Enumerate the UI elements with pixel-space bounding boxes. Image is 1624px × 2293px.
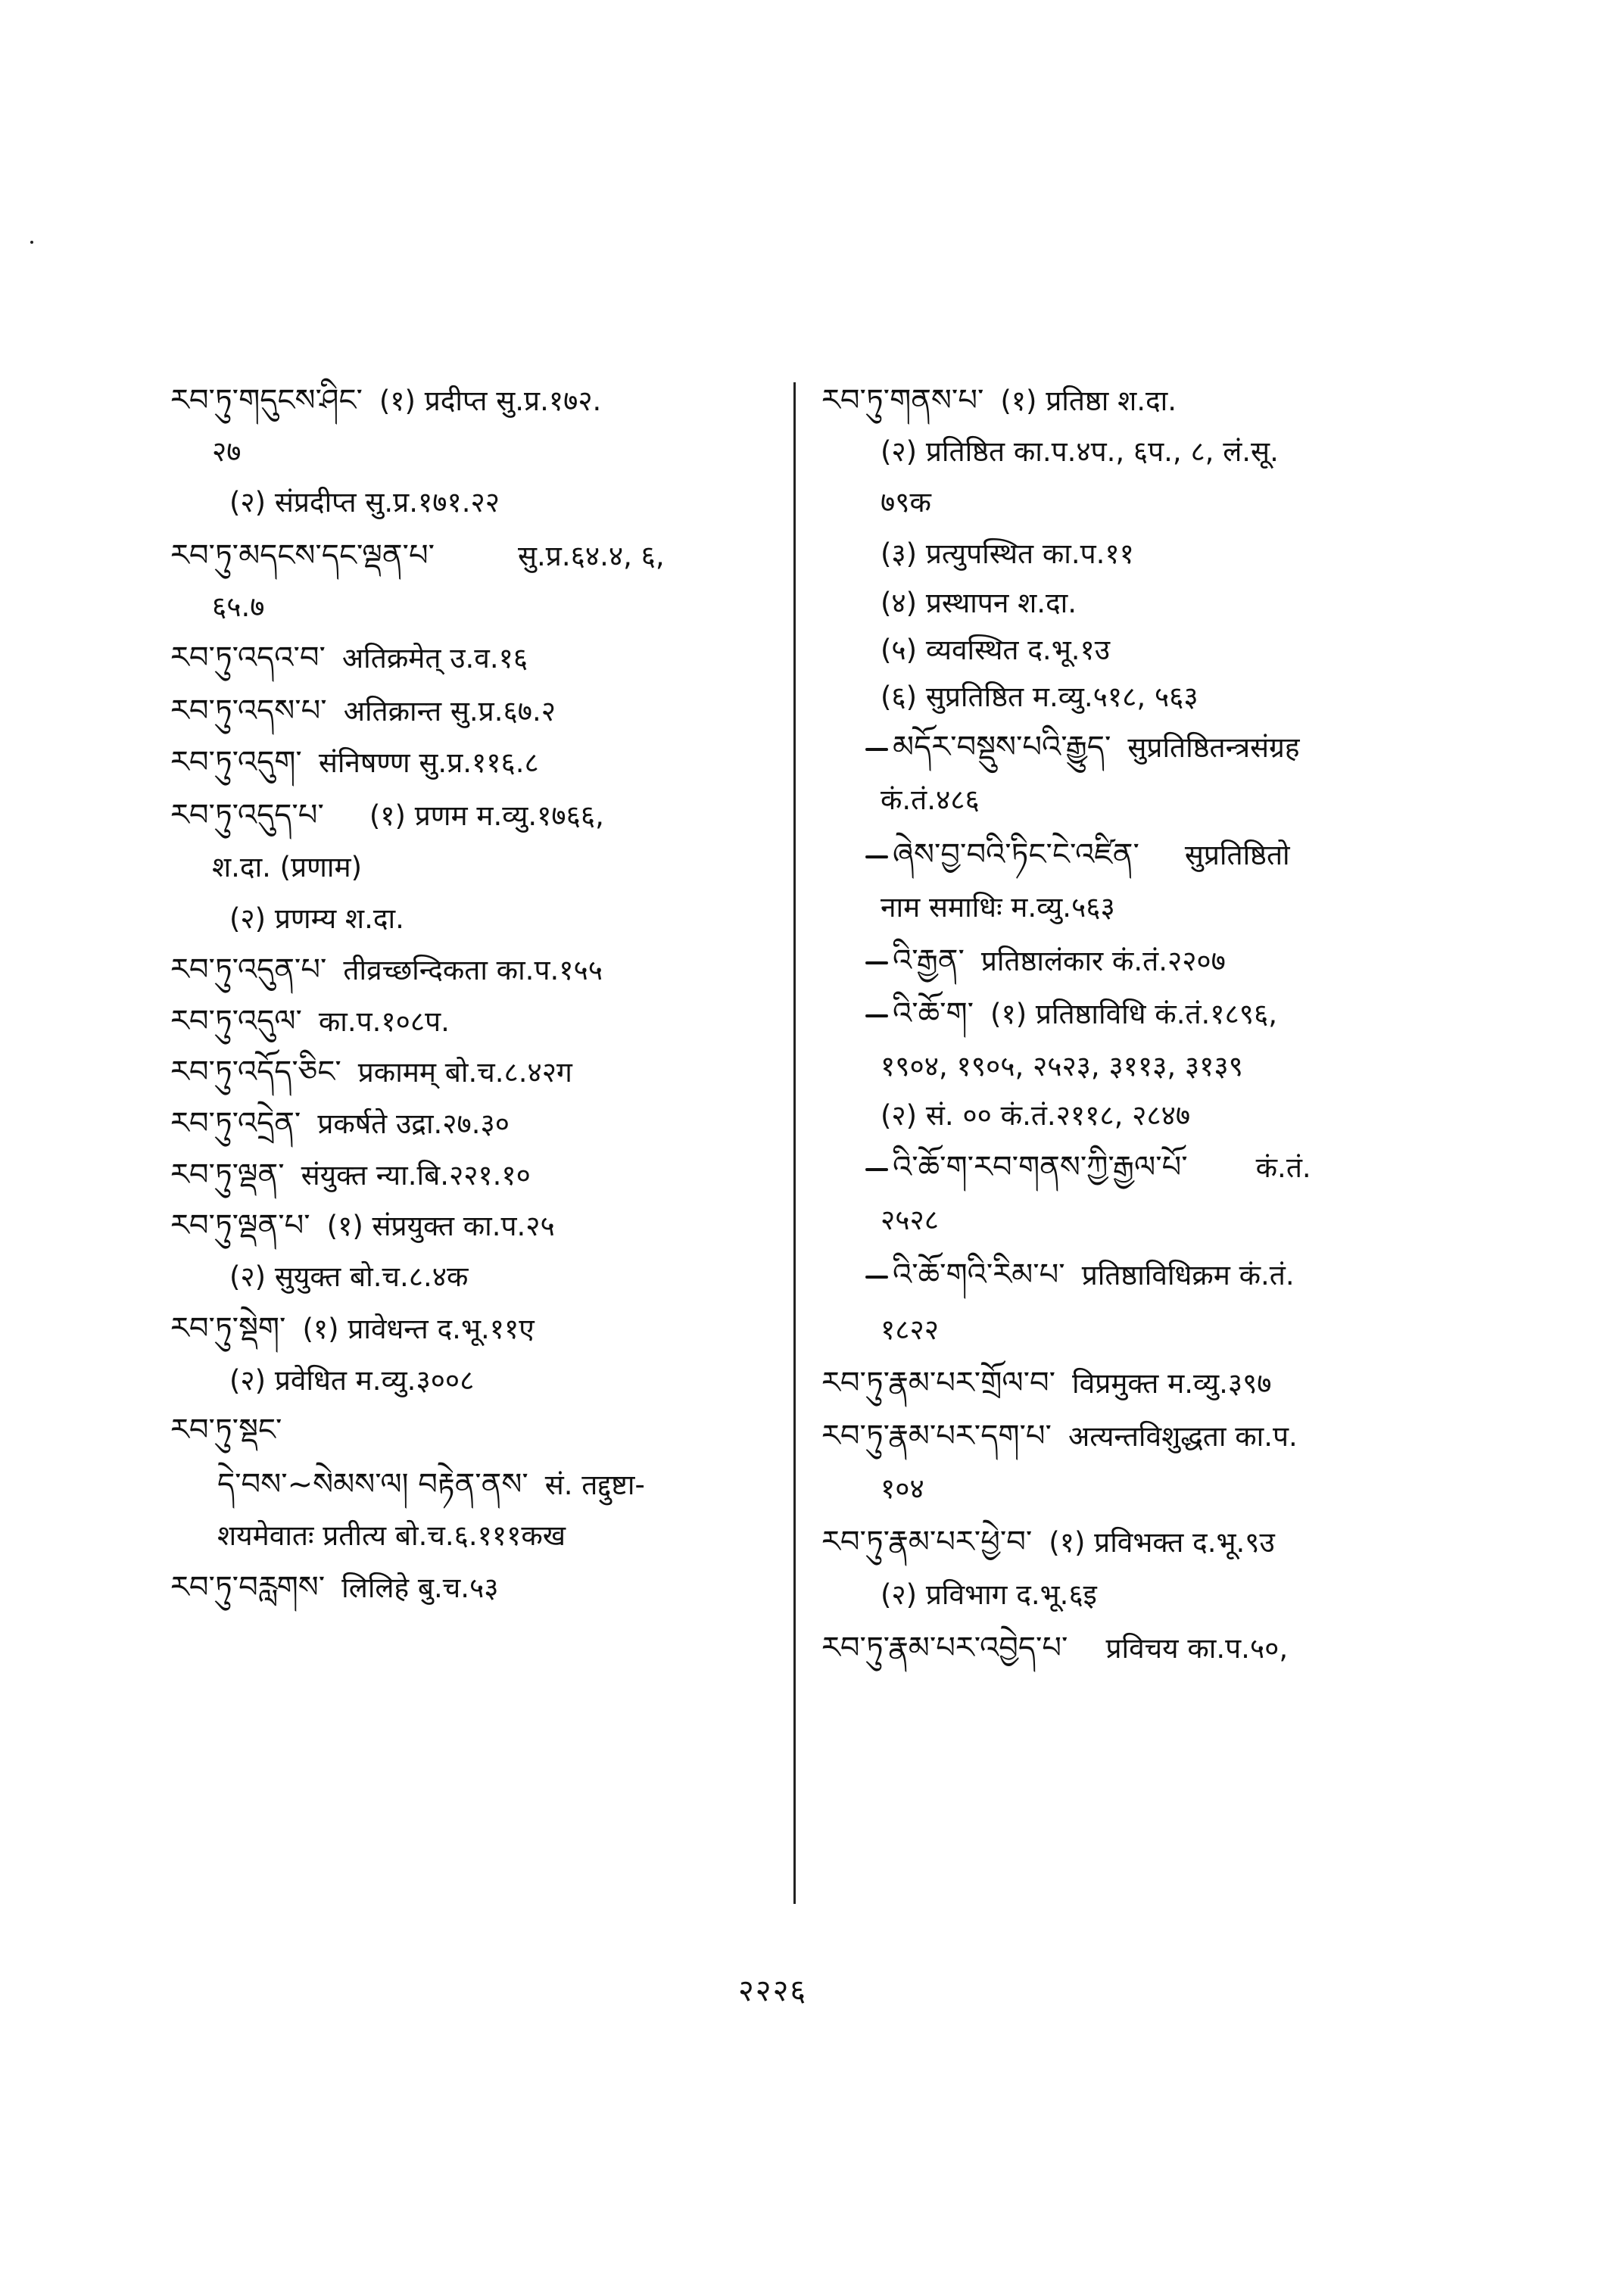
entry-sense — [229, 897, 776, 941]
tibetan-headword: འི་རྒྱན་ — [893, 943, 965, 978]
sanskrit-gloss: कं.तं. — [1255, 1151, 1311, 1184]
tilde-dash — [865, 961, 888, 964]
sanskrit-gloss: (१) संप्रयुक्त का.प.२५ — [326, 1210, 555, 1242]
entry-subentry — [865, 725, 1450, 770]
scan-speck — [30, 241, 33, 244]
entry-continuation — [212, 430, 776, 474]
sanskrit-gloss: १०४ — [881, 1472, 924, 1505]
tibetan-headword: མདོར་བསྡུས་པའི་རྒྱུད་ — [893, 730, 1111, 765]
entry-headword — [170, 1050, 776, 1095]
sanskrit-gloss: (४) प्रस्थापन श.दा. — [881, 587, 1077, 619]
tibetan-headword: རབ་ཏུ་འདས་པ་ — [170, 693, 327, 728]
sanskrit-gloss: प्रतिष्ठाविधिक्रम कं.तं. — [1081, 1259, 1295, 1291]
entry-subentry — [865, 939, 1450, 983]
entry-continuation — [881, 778, 1450, 822]
sanskrit-gloss: लिलिहे बु.च.५३ — [341, 1572, 499, 1604]
sanskrit-gloss: (२) सं. ०० कं.तं.२११८, २८४७ — [881, 1099, 1191, 1132]
tibetan-headword: རབ་ཏུ་རྣམ་པར་དག་པ་ — [821, 1419, 1052, 1453]
entry-sense — [881, 1573, 1450, 1617]
tibetan-headword: རབ་ཏུ་གནས་པ་ — [821, 383, 984, 418]
tibetan-headword: རབ་ཏུ་འདོད་ཅིང་ — [170, 1055, 341, 1089]
entry-continuation — [881, 481, 1450, 525]
entry-continuation — [881, 1308, 1450, 1352]
sanskrit-gloss: (३) प्रत्युपस्थित का.प.११ — [881, 537, 1134, 570]
tibetan-headword: རབ་ཏུ་འདྲེན་ — [170, 1106, 301, 1141]
entry-headword — [170, 689, 776, 734]
tibetan-headword: རབ་ཏུ་ལྡན་ — [170, 1157, 285, 1192]
entry-headword — [170, 948, 776, 992]
entry-headword — [170, 793, 776, 838]
sanskrit-gloss: १८२२ — [881, 1313, 939, 1346]
sanskrit-gloss: शयमेवातः प्रतीत्य बो.च.६.१११कख — [217, 1519, 566, 1552]
entry-headword — [821, 1414, 1450, 1459]
sanskrit-gloss: (१) प्रविभक्त द.भू.९उ — [1049, 1526, 1275, 1559]
sanskrit-gloss: प्रकामम् बो.च.८.४२ग — [357, 1056, 572, 1089]
sanskrit-gloss: नाम समाधिः म.व्यु.५६३ — [881, 891, 1115, 924]
tilde-dash — [865, 1168, 888, 1171]
tibetan-headword: རབ་ཏུ་གདུངས་ཤིང་ — [170, 383, 363, 418]
sanskrit-gloss: (१) प्रतिष्ठा श.दा. — [1000, 385, 1177, 417]
entry-sense — [229, 481, 776, 525]
entry-headword — [170, 1204, 776, 1248]
entry-continuation — [881, 1467, 1450, 1511]
sanskrit-gloss: सुप्रतिष्ठितो — [1184, 839, 1290, 871]
sanskrit-gloss: (२) प्रणम्य श.दा. — [229, 902, 404, 935]
entry-headword — [821, 1520, 1450, 1565]
sanskrit-gloss: श.दा. (प्रणाम) — [212, 851, 363, 883]
entry-sense — [881, 1094, 1450, 1138]
sanskrit-gloss: २७ — [212, 435, 242, 468]
tibetan-example: དེ་བས་~སེམས་ལ། བརྟེན་ནས་ — [217, 1467, 528, 1502]
entry-headword — [170, 379, 776, 423]
tibetan-headword: འི་ཆོ་ག་ — [893, 996, 974, 1031]
tibetan-headword: རབ་ཏུ་སྡེག་ — [170, 1311, 286, 1346]
entry-sense — [881, 581, 1450, 625]
sanskrit-gloss: प्रतिष्ठालंकार कं.तं.२२०७ — [980, 945, 1226, 977]
entry-continuation — [881, 1045, 1450, 1089]
entry-sense — [881, 532, 1450, 576]
entry-sense — [881, 675, 1450, 719]
sanskrit-gloss: संयुक्त न्या.बि.२२१.१० — [301, 1159, 531, 1192]
page-number: २२२६ — [738, 1974, 808, 2008]
tibetan-headword: རབ་ཏུ་འདུལ་ — [170, 1004, 302, 1039]
column-divider — [793, 382, 796, 1904]
tibetan-headword: རབ་ཏུ་རྣམ་པར་གྲོལ་བ་ — [821, 1366, 1056, 1400]
tibetan-headword: ཞེས་བྱ་བའི་ཏིང་ངེ་འཛིན་ — [893, 837, 1139, 872]
entry-continuation — [881, 1198, 1450, 1242]
tilde-dash — [865, 1276, 888, 1279]
entry-headword — [170, 534, 776, 578]
tibetan-headword: རབ་ཏུ་རྣམ་པར་འབྱེད་པ་ — [821, 1631, 1068, 1665]
entry-subentry — [865, 833, 1450, 877]
tibetan-headword: རབ་ཏུ་མདངས་དང་ལྡན་པ་ — [170, 538, 435, 573]
entry-sense — [881, 628, 1450, 672]
sanskrit-gloss: २५२८ — [881, 1204, 939, 1236]
sanskrit-gloss: (१) प्रावेधन्त द.भू.११ए — [302, 1313, 535, 1345]
tilde-dash — [865, 748, 888, 751]
tibetan-headword: འི་ཆོ་ག་རབ་གནས་ཀྱི་རྒྱལ་པོ་ — [893, 1150, 1188, 1185]
sanskrit-gloss: (२) सुयुक्त बो.च.८.४क — [229, 1260, 469, 1293]
entry-headword — [170, 740, 776, 785]
sanskrit-gloss: (२) प्रतिष्ठित का.प.४प., ६प., ८, लं.सू. — [881, 435, 1279, 468]
tilde-dash — [865, 855, 888, 858]
entry-sense — [881, 430, 1450, 474]
entry-continuation — [881, 886, 1450, 930]
sanskrit-gloss: संनिषण्ण सु.प्र.११६.८ — [318, 746, 539, 779]
entry-headword — [170, 1153, 776, 1198]
tibetan-headword: རབ་ཏུ་རྣམ་པར་ཕྱེ་བ་ — [821, 1525, 1033, 1559]
sanskrit-gloss: का.प.१०८प. — [318, 1005, 450, 1038]
sanskrit-gloss: विप्रमुक्त म.व्यु.३९७ — [1072, 1367, 1272, 1400]
entry-subentry — [865, 992, 1450, 1036]
tilde-dash — [865, 1014, 888, 1017]
sanskrit-gloss: तीव्रच्छन्दिकता का.प.१५५ — [343, 954, 603, 986]
entry-headword — [821, 1361, 1450, 1406]
tibetan-headword: རབ་ཏུ་བརླགས་ — [170, 1570, 326, 1605]
sanskrit-gloss: अत्यन्तविशुद्धता का.प. — [1068, 1420, 1298, 1453]
entry-sense — [229, 1359, 776, 1403]
sanskrit-gloss: सं. तद्दुष्टा- — [544, 1469, 645, 1501]
sanskrit-gloss: ७९क — [881, 486, 931, 519]
sanskrit-gloss: (६) सुप्रतिष्ठित म.व्यु.५१८, ५६३ — [881, 681, 1199, 713]
entry-example — [217, 1463, 776, 1507]
sanskrit-gloss: (५) व्यवस्थित द.भू.१उ — [881, 634, 1110, 666]
tibetan-headword: འི་ཆོ་གའི་རིམ་པ་ — [893, 1257, 1065, 1292]
sanskrit-gloss: अतिक्रमेत् उ.व.१६ — [341, 642, 528, 675]
entry-headword — [170, 1408, 776, 1453]
sanskrit-gloss: सुप्रतिष्ठितन्त्रसंग्रह — [1127, 731, 1300, 764]
tibetan-headword: རབ་ཏུ་སྡང་ — [170, 1413, 282, 1447]
sanskrit-gloss: (२) प्रवेधित म.व्यु.३००८ — [229, 1364, 475, 1397]
tibetan-headword: རབ་ཏུ་འདུན་པ་ — [170, 952, 327, 987]
entry-continuation — [217, 1514, 776, 1558]
entry-sense — [229, 1255, 776, 1299]
entry-subentry — [865, 1145, 1450, 1190]
entry-headword — [170, 1566, 776, 1610]
tibetan-headword: རབ་ཏུ་འདུད་པ་ — [170, 798, 324, 833]
tibetan-headword: རབ་ཏུ་འདའ་བ་ — [170, 640, 326, 675]
sanskrit-gloss: (२) प्रविभाग द.भू.६इ — [881, 1578, 1097, 1611]
entry-headword — [170, 1307, 776, 1351]
entry-subentry — [865, 1253, 1450, 1298]
sanskrit-gloss: (१) प्रणम म.व्यु.१७६६, — [369, 799, 604, 832]
tibetan-headword: རབ་ཏུ་འདུག་ — [170, 745, 302, 780]
sanskrit-gloss: कं.तं.४८६ — [881, 784, 980, 816]
sanskrit-gloss: (२) संप्रदीप्त सु.प्र.१७१.२२ — [229, 486, 500, 519]
entry-headword — [821, 1626, 1450, 1671]
entry-headword — [170, 999, 776, 1044]
entry-headword — [821, 379, 1450, 423]
sanskrit-gloss: सु.प्र.६४.४, ६, — [518, 540, 665, 572]
tibetan-headword: རབ་ཏུ་ལྡན་པ་ — [170, 1208, 310, 1243]
sanskrit-gloss: (१) प्रतिष्ठाविधि कं.तं.१८९६, — [990, 998, 1278, 1030]
sanskrit-gloss: अतिक्रान्त सु.प्र.६७.२ — [343, 695, 556, 727]
sanskrit-gloss: प्रविचय का.प.५०, — [1105, 1632, 1289, 1665]
entry-headword — [170, 636, 776, 681]
sanskrit-gloss: प्रकर्षते उद्रा.२७.३० — [317, 1108, 510, 1140]
sanskrit-gloss: (१) प्रदीप्त सु.प्र.१७२. — [379, 385, 602, 417]
sanskrit-gloss: ६५.७ — [212, 590, 265, 623]
sanskrit-gloss: १९०४, १९०५, २५२३, ३११३, ३१३९ — [881, 1050, 1243, 1083]
entry-continuation — [212, 846, 776, 889]
entry-continuation — [212, 585, 776, 629]
entry-headword — [170, 1101, 776, 1146]
